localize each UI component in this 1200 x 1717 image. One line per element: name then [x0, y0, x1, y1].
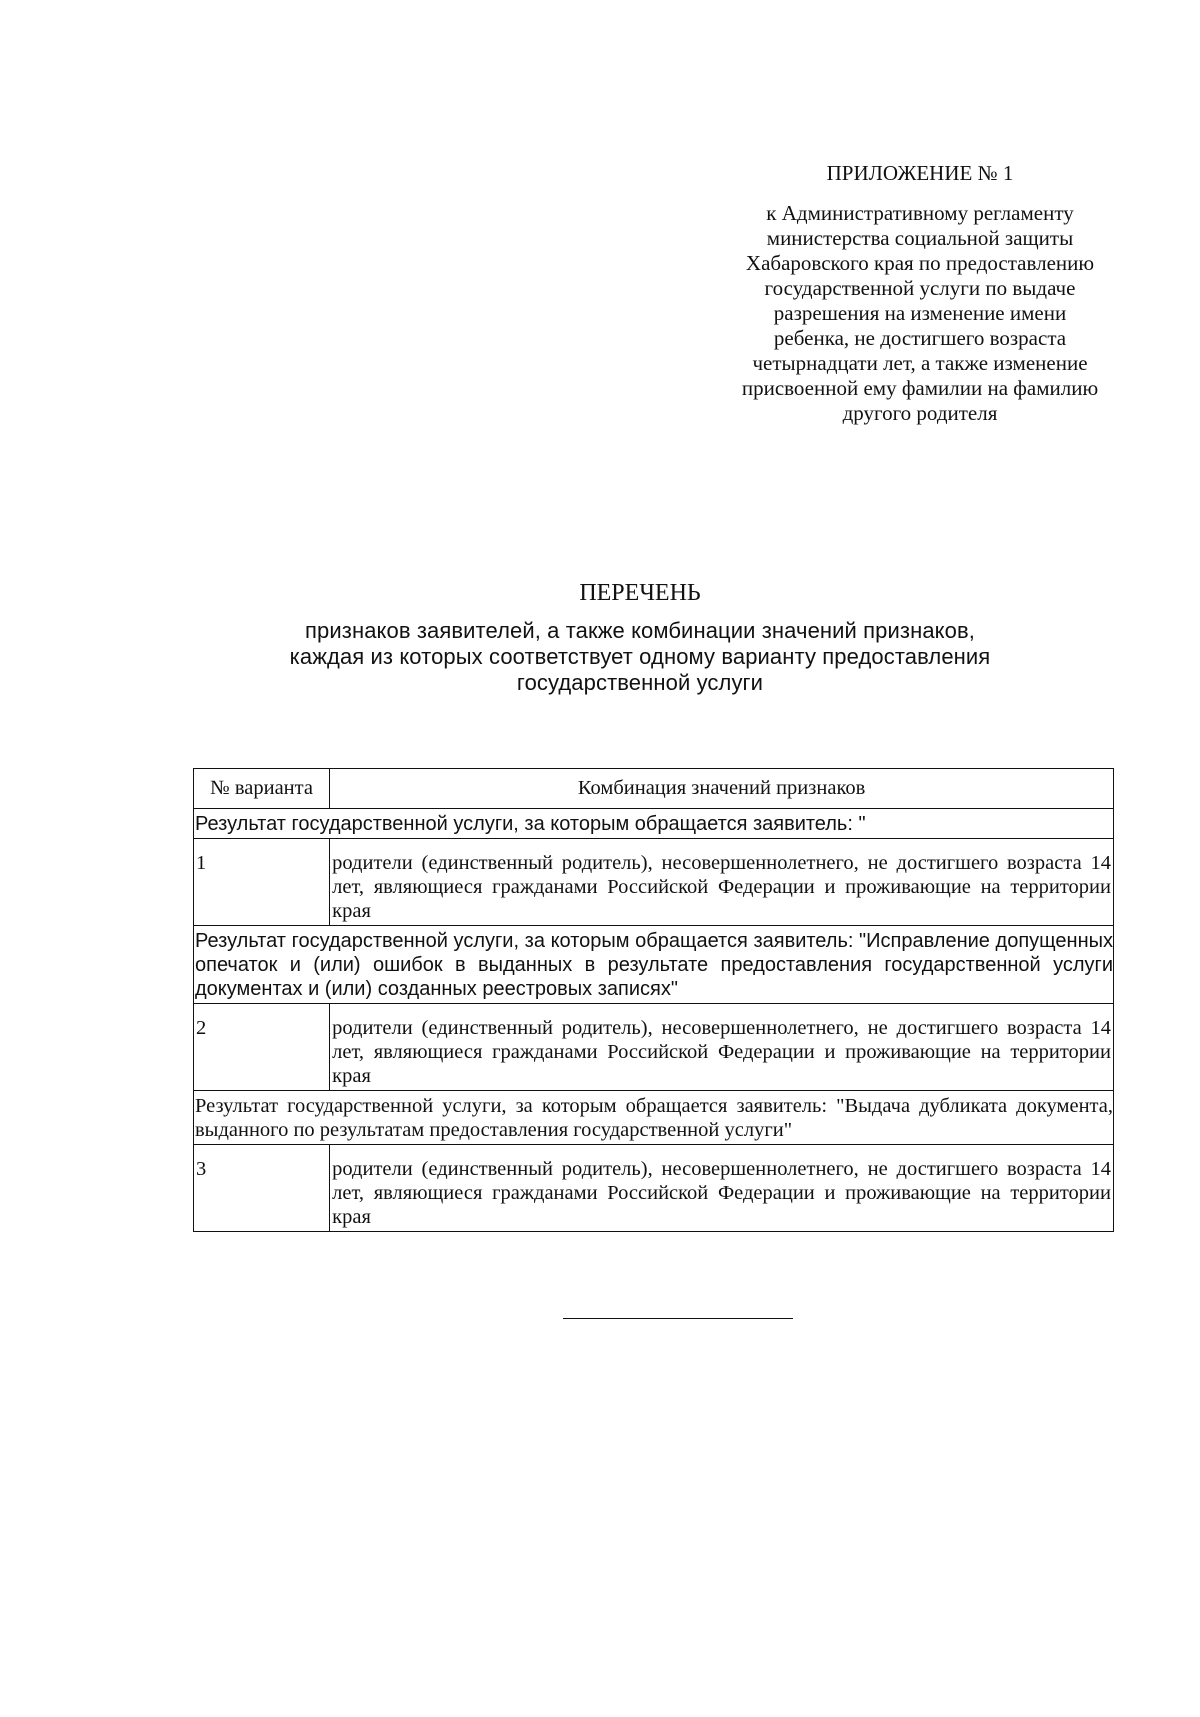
document-title: ПЕРЕЧЕНЬ — [579, 580, 701, 606]
appendix-line: к Административному регламенту — [766, 201, 1074, 225]
section-title-text: Результат государственной услуги, за которым обращается заявитель: "Выдача дубликата документа, выданного по результатам предоставления государственной услуги" — [195, 1095, 1113, 1141]
document-subtitle-line: каждая из которых соответствует одному варианту предоставления — [289, 644, 991, 669]
section-title — [194, 809, 1114, 839]
variant-criteria: родители (единственный родитель), несовершеннолетнего, не достигшего возраста 14 лет, являющиеся гражданами Российской Федерации и проживающие на территории края — [330, 1004, 1114, 1091]
section-title — [194, 1091, 1114, 1145]
variant-number: 3 — [194, 1145, 330, 1232]
section-row — [194, 1091, 1114, 1145]
appendix-line: четырнадцати лет, а также изменение — [752, 351, 1088, 375]
appendix-line: Хабаровского края по предоставлению — [745, 251, 1095, 275]
table-row — [194, 839, 1114, 926]
appendix-line: другого родителя — [842, 401, 998, 425]
section-title — [194, 926, 1114, 1004]
appendix-line: разрешения на изменение имени — [773, 301, 1067, 325]
appendix-line: ребенка, не достигшего возраста — [773, 326, 1067, 350]
appendix-line: министерства социальной защиты — [766, 226, 1074, 250]
document-heading — [210, 578, 1070, 696]
variant-criteria: родители (единственный родитель), несовершеннолетнего, не достигшего возраста 14 лет, являющиеся гражданами Российской Федерации и проживающие на территории края — [330, 839, 1114, 926]
section-title-text: Результат государственной услуги, за которым обращается заявитель: "Исправление допущенных опечаток и (или) ошибок в выданных в результате предоставления государственной услуги документах и (или) созданных реестровых записях" — [195, 930, 1113, 1000]
appendix-line: присвоенной ему фамилии на фамилию — [741, 376, 1099, 400]
variant-number: 1 — [194, 839, 330, 926]
table-row — [194, 1145, 1114, 1232]
table-row — [194, 1004, 1114, 1091]
document-subtitle-line: государственной услуги — [516, 670, 764, 695]
section-row — [194, 926, 1114, 1004]
header-combination: Комбинация значений признаков — [330, 769, 1114, 809]
section-title-text: Результат государственной услуги, за которым обращается заявитель: " — [195, 813, 866, 835]
variant-criteria: родители (единственный родитель), несовершеннолетнего, не достигшего возраста 14 лет, являющиеся гражданами Российской Федерации и проживающие на территории края — [330, 1145, 1114, 1232]
table-header-row — [194, 769, 1114, 809]
variants-table — [193, 768, 1114, 1232]
appendix-block — [705, 160, 1135, 426]
section-row — [194, 809, 1114, 839]
document-subtitle-line: признаков заявителей, а также комбинации значений признаков, — [305, 618, 975, 643]
appendix-title: ПРИЛОЖЕНИЕ № 1 — [826, 161, 1014, 185]
variant-number: 2 — [194, 1004, 330, 1091]
appendix-line: государственной услуги по выдаче — [764, 276, 1076, 300]
closing-rule — [563, 1318, 793, 1319]
header-variant-number: № варианта — [194, 769, 330, 809]
